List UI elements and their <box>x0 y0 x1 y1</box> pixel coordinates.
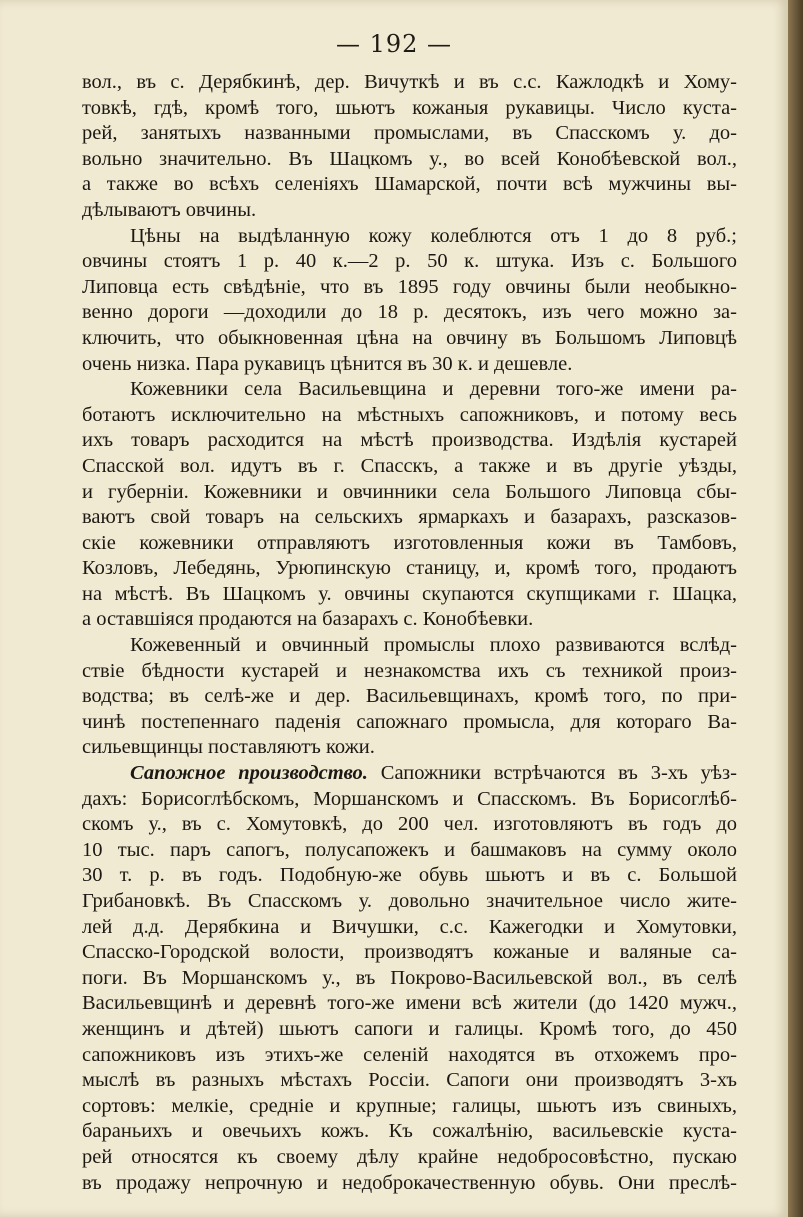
text-line <box>82 991 737 1017</box>
text-line <box>82 633 737 659</box>
line-text: Кожевенный и овчинный промыслы плохо развиваются вслѣд- <box>130 634 737 657</box>
page-number: — 192 — <box>335 30 453 58</box>
text-line <box>82 659 737 685</box>
text-line <box>82 249 737 275</box>
text-line <box>82 966 737 992</box>
line-text: ключить, что обыкновенная цѣна на овчину въ Большомъ Липовцѣ <box>82 326 737 349</box>
line-text: скомъ у., въ с. Хомутовкѣ, до 200 чел. изготовляютъ въ годъ до <box>82 813 737 836</box>
line-text: 10 тыс. паръ сапогъ, полусапожекъ и башмаковъ на сумму около <box>82 838 737 861</box>
text-line <box>82 224 737 250</box>
section-heading-line <box>82 761 737 787</box>
line-text: Козловъ, Лебедянь, Урюпинскую станицу, и, кромѣ того, продаютъ <box>82 557 737 580</box>
text-line <box>82 454 737 480</box>
text-line <box>82 582 737 608</box>
line-text: дѣлываютъ овчины. <box>82 198 257 221</box>
line-text: венно дороги —доходили до 18 р. десятокъ, изъ чего можно за- <box>82 301 737 324</box>
line-text: скiе кожевники отправляютъ изготовленныя кожи въ Тамбовъ, <box>82 531 737 554</box>
text-line <box>82 505 737 531</box>
line-text: сапожниковъ изъ этихъ-же селенiй находятся въ отхожемъ про- <box>82 1043 737 1066</box>
line-text: Спасско-Городской волости, производятъ кожаные и валяные са- <box>82 941 737 964</box>
text-line <box>82 96 737 122</box>
line-text: очень низка. Пара рукавицъ цѣнится въ 30 к. и дешевле. <box>82 352 573 375</box>
text-line <box>82 428 737 454</box>
line-text: 30 т. р. въ годъ. Подобную-же обувь шьютъ и въ с. Большой <box>82 864 737 887</box>
page-edge <box>788 0 803 1217</box>
text-line <box>82 121 737 147</box>
text-line <box>82 863 737 889</box>
text-line <box>82 480 737 506</box>
line-text: вол., въ с. Дерябкинѣ, дер. Вичуткѣ и въ с.с. Кажлодкѣ и Хому- <box>82 71 737 93</box>
text-line <box>82 889 737 915</box>
line-text: Грибановкѣ. Въ Спасскомъ у. довольно значительное число жите- <box>82 890 737 912</box>
text-line <box>82 1094 737 1120</box>
text-line <box>82 787 737 813</box>
line-text: Цѣны на выдѣланную кожу колеблются отъ 1 до 8 руб.; <box>130 224 737 247</box>
text-line <box>82 684 737 710</box>
line-text: вольно значительно. Въ Шацкомъ у., во всей Конобѣевской вол., <box>82 147 737 170</box>
line-text: товкѣ, гдѣ, кромѣ того, шьютъ кожаныя рукавицы. Число куста- <box>82 96 737 119</box>
text-line <box>82 352 737 378</box>
line-text: а оставшiяся продаются на базарахъ с. Конобѣевки. <box>82 608 534 631</box>
line-text: и губернiи. Кожевники и овчинники села Большого Липовца сбы- <box>82 480 737 503</box>
text-line <box>82 198 737 224</box>
line-text: а также во всѣхъ селенiяхъ Шамарской, почти всѣ мужчины вы- <box>82 173 737 196</box>
text-line <box>82 915 737 941</box>
line-text: на мѣстѣ. Въ Шацкомъ у. овчины скупаются скупщиками г. Шацка, <box>82 582 737 605</box>
text-line <box>82 147 737 173</box>
text-line <box>82 1017 737 1043</box>
line-text: Спасской вол. идутъ въ г. Спасскъ, а также и въ другiе уѣзды, <box>82 454 737 477</box>
text-line <box>82 1043 737 1069</box>
line-text: лей д.д. Дерябкина и Вичушки, с.с. Кажегодки и Хомутовки, <box>82 915 737 938</box>
line-text: женщинъ и дѣтей) шьютъ сапоги и галицы. Кромѣ того, до 450 <box>82 1017 737 1040</box>
line-text: Сапожники встрѣчаются въ 3-хъ уѣз- <box>367 762 737 785</box>
text-line <box>82 300 737 326</box>
line-text: ствiе бѣдности кустарей и незнакомства ихъ съ техникой произ- <box>82 659 737 682</box>
line-text: въ продажу непрочную и недоброкачественную обувь. Они преслѣ- <box>82 1171 737 1194</box>
text-line <box>82 607 737 633</box>
text-line <box>82 710 737 736</box>
text-line <box>82 377 737 403</box>
line-text: Васильевщинѣ и деревнѣ того-же имени всѣ жители (до 1420 мужч., <box>82 992 737 1015</box>
text-line <box>82 531 737 557</box>
line-text: сортовъ: мелкiе, среднiе и крупные; галицы, шьютъ изъ свиныхъ, <box>82 1094 737 1117</box>
line-text: поги. Въ Моршанскомъ у., въ Покрово-Васильевской вол., въ селѣ <box>82 966 737 989</box>
line-text: дахъ: Борисоглѣбскомъ, Моршанскомъ и Спасскомъ. Въ Борисоглѣб- <box>82 787 737 810</box>
text-line <box>82 403 737 429</box>
text-line <box>82 1068 737 1094</box>
line-text: Липовца есть свѣдѣнiе, что въ 1895 году овчины были необыкно- <box>82 275 737 298</box>
line-text: сильевщинцы поставляютъ кожи. <box>82 736 375 759</box>
text-line <box>82 275 737 301</box>
text-line <box>82 172 737 198</box>
line-text: Кожевники села Васильевщина и деревни того-же имени ра- <box>130 378 737 401</box>
text-line <box>82 1119 737 1145</box>
line-text: ихъ товаръ расходится на мѣстѣ производства. Издѣлiя кустарей <box>82 429 737 452</box>
line-text: рей относятся къ своему дѣлу крайне недобросовѣстно, пускаю <box>82 1145 737 1168</box>
text-line <box>82 812 737 838</box>
line-text: рей, занятыхъ названными промыслами, въ Спасскомъ у. до- <box>82 122 737 145</box>
text-line <box>82 1171 737 1197</box>
line-text: ваютъ свой товаръ на сельскихъ ярмаркахъ и базарахъ, разсказов- <box>82 506 737 529</box>
text-line <box>82 735 737 761</box>
line-text: ботаютъ исключительно на мѣстныхъ сапожниковъ, и потому весь <box>82 403 737 426</box>
text-line <box>82 1145 737 1171</box>
text-line <box>82 940 737 966</box>
text-line <box>82 70 737 96</box>
text-line <box>82 838 737 864</box>
text-line <box>82 556 737 582</box>
line-text: чинѣ постепеннаго паденiя сапожнаго промысла, для котораго Ва- <box>82 710 737 733</box>
body-text <box>82 70 737 1196</box>
section-heading: Сапожное производство. <box>130 762 368 785</box>
line-text: водства; въ селѣ-же и дер. Васильевщинахъ, кромѣ того, по при- <box>82 685 737 708</box>
line-text: бараньихъ и овечьихъ кожъ. Къ сожалѣнiю, васильевскiе куста- <box>82 1120 737 1143</box>
line-text: мыслѣ въ разныхъ мѣстахъ Россiи. Сапоги они производятъ 3-хъ <box>82 1069 737 1092</box>
line-text: овчины стоятъ 1 р. 40 к.—2 р. 50 к. штука. Изъ с. Большого <box>82 250 737 273</box>
text-line <box>82 326 737 352</box>
